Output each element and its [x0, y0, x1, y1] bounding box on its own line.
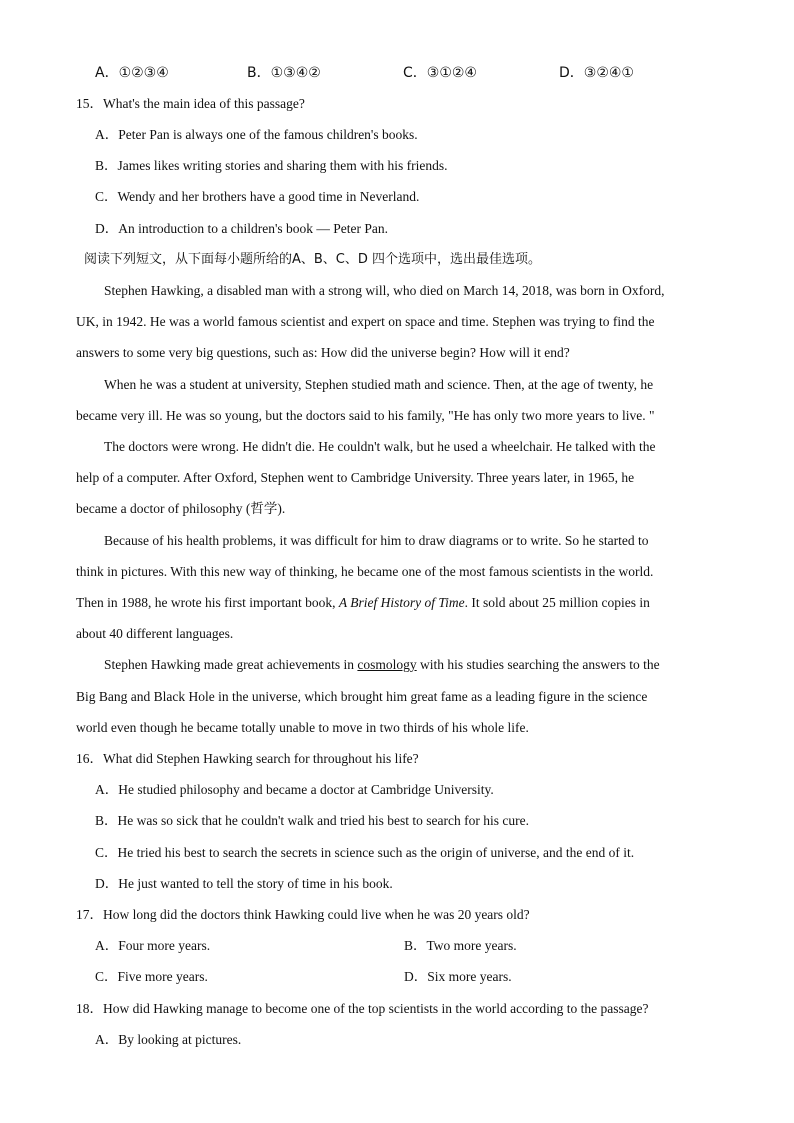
- option-a[interactable]: A．He studied philosophy and became a doctor at Cambridge University.: [95, 782, 494, 797]
- passage-text: . It sold about 25 million copies in: [464, 595, 650, 610]
- underlined-word: cosmology: [357, 657, 417, 672]
- passage-text: Then in 1988, he wrote his first important book,: [76, 595, 339, 610]
- passage-line: [104, 656, 660, 674]
- passage-line: UK, in 1942. He was a world famous scientist and expert on space and time. Stephen was trying to find the: [76, 314, 655, 329]
- option-a[interactable]: A．Peter Pan is always one of the famous children's books.: [95, 127, 418, 142]
- option-c[interactable]: C．He tried his best to search the secrets in science such as the origin of universe, and the end of it.: [95, 845, 635, 860]
- q14-option-d[interactable]: D．③②④①: [559, 65, 634, 81]
- passage-line: The doctors were wrong. He didn't die. He couldn't walk, but he used a wheelchair. He talked with the: [104, 439, 656, 454]
- question-stem: 16．What did Stephen Hawking search for throughout his life?: [76, 751, 419, 766]
- option-b[interactable]: B．James likes writing stories and sharing them with his friends.: [95, 158, 448, 173]
- passage-line: When he was a student at university, Stephen studied math and science. Then, at the age of twenty, he: [104, 377, 654, 392]
- option-b[interactable]: B．Two more years.: [404, 938, 517, 953]
- passage-line: became a doctor of philosophy (哲学).: [76, 501, 286, 516]
- question-stem: 18．How did Hawking manage to become one of the top scientists in the world according to the passage?: [76, 1001, 649, 1016]
- passage-line: help of a computer. After Oxford, Stephen went to Cambridge University. Three years later, in 1965, he: [76, 470, 635, 485]
- passage-line: Stephen Hawking, a disabled man with a strong will, who died on March 14, 2018, was born in Oxford,: [104, 283, 665, 298]
- book-title: A Brief History of Time: [338, 595, 465, 610]
- passage-line: think in pictures. With this new way of thinking, he became one of the most famous scientists in the world.: [76, 564, 654, 579]
- option-b[interactable]: B．He was so sick that he couldn't walk and tried his best to search for his cure.: [95, 813, 529, 828]
- passage-line: answers to some very big questions, such as: How did the universe begin? How will it end?: [76, 345, 570, 360]
- option-d[interactable]: D．Six more years.: [404, 969, 512, 984]
- option-c[interactable]: C．Wendy and her brothers have a good time in Neverland.: [95, 189, 420, 204]
- passage-line: Because of his health problems, it was difficult for him to draw diagrams or to write. So he started to: [104, 533, 649, 548]
- passage-text: with his studies searching the answers to the: [416, 657, 660, 672]
- q14-option-a[interactable]: A．①②③④: [95, 65, 169, 81]
- passage-line: became very ill. He was so young, but the doctors said to his family, "He has only two more years to live. ": [76, 408, 655, 423]
- passage-text: Stephen Hawking made great achievements in: [104, 657, 358, 672]
- option-a[interactable]: A．Four more years.: [95, 938, 211, 953]
- section-instruction: 阅读下列短文，从下面每小题所给的A、B、C、D 四个选项中，选出最佳选项。: [84, 252, 542, 267]
- option-d[interactable]: D．He just wanted to tell the story of time in his book.: [95, 876, 393, 891]
- option-c[interactable]: C．Five more years.: [95, 969, 208, 984]
- passage-line: about 40 different languages.: [76, 626, 234, 641]
- passage-line: [76, 594, 650, 612]
- passage-line: world even though he became totally unable to move in two thirds of his whole life.: [76, 720, 529, 735]
- passage-line: Big Bang and Black Hole in the universe, which brought him great fame as a leading figure in the science: [76, 689, 648, 704]
- option-d[interactable]: D．An introduction to a children's book — Peter Pan.: [95, 221, 389, 236]
- option-a[interactable]: A．By looking at pictures.: [95, 1032, 242, 1047]
- q14-option-b[interactable]: B．①③④②: [247, 65, 321, 81]
- question-stem: 17．How long did the doctors think Hawking could live when he was 20 years old?: [76, 907, 530, 922]
- q14-option-c[interactable]: C．③①②④: [403, 65, 477, 81]
- question-stem: 15．What's the main idea of this passage?: [76, 96, 305, 111]
